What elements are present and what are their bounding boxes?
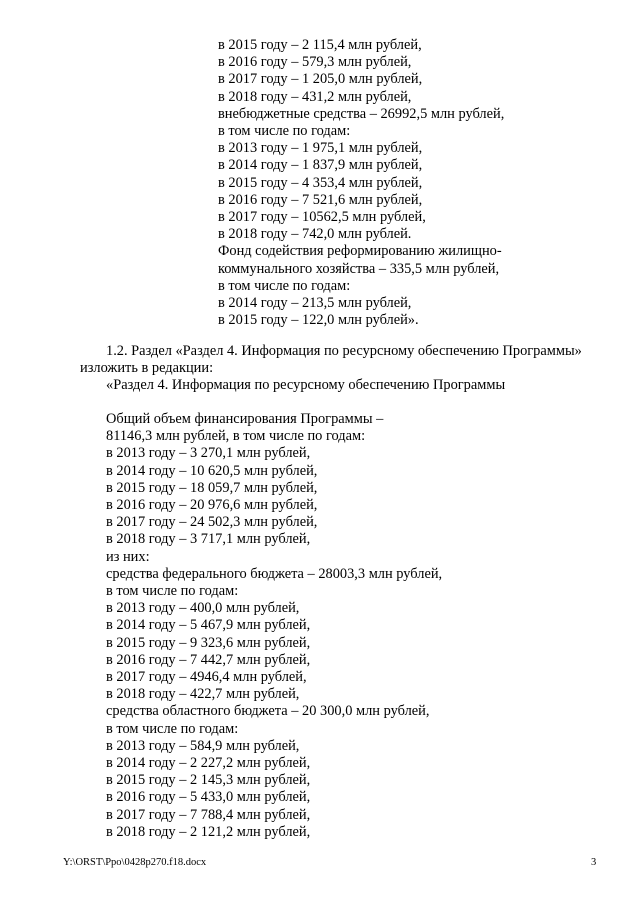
section-paragraph-line-1: 1.2. Раздел «Раздел 4. Информация по ресурсному обеспечению Программы» (106, 343, 582, 359)
text-line: в 2015 году – 2 115,4 млн рублей, (218, 37, 422, 53)
text-line: в 2015 году – 2 145,3 млн рублей, (106, 772, 311, 789)
text-line: в 2013 году – 3 270,1 млн рублей, (106, 445, 311, 462)
text-line: из них: (106, 548, 150, 565)
footer-file-path: Y:\ORST\Ppo\0428p270.f18.docx (63, 857, 207, 868)
text-line: в том числе по годам: (218, 277, 351, 294)
text-line: в 2016 году – 7 442,7 млн рублей, (106, 651, 311, 668)
text-line: в 2018 году – 3 717,1 млн рублей, (106, 531, 311, 548)
text-line: Фонд содействия реформированию жилищно- (218, 243, 502, 260)
text-line: в 2013 году – 1 975,1 млн рублей, (218, 140, 423, 157)
text-line: в 2014 году – 10 620,5 млн рублей, (106, 462, 318, 479)
text-line: в 2018 году – 422,7 млн рублей, (106, 686, 300, 703)
text-line: в 2013 году – 584,9 млн рублей, (106, 737, 300, 754)
text-line: в 2014 году – 2 227,2 млн рублей, (106, 755, 311, 771)
section-paragraph-line-2: изложить в редакции: (80, 360, 214, 376)
text-line: в 2015 году – 18 059,7 млн рублей, (106, 479, 318, 496)
text-line: в том числе по годам: (106, 720, 239, 737)
text-line: средства областного бюджета – 20 300,0 млн рублей, (106, 703, 430, 720)
text-line: в 2016 году – 20 976,6 млн рублей, (106, 497, 318, 513)
text-line: 81146,3 млн рублей, в том числе по годам: (106, 428, 366, 445)
page-number: 3 (591, 857, 597, 868)
text-line: в 2017 году – 24 502,3 млн рублей, (106, 514, 318, 531)
text-line: в том числе по годам: (218, 123, 351, 139)
text-line: в 2014 году – 213,5 млн рублей, (218, 295, 412, 311)
text-line: в 2015 году – 122,0 млн рублей». (218, 312, 419, 329)
text-line: в 2013 году – 400,0 млн рублей, (106, 600, 300, 617)
text-line: в 2018 году – 742,0 млн рублей. (218, 226, 412, 243)
text-line: в 2018 году – 431,2 млн рублей, (218, 88, 412, 105)
text-line: в том числе по годам: (106, 583, 239, 599)
text-line: в 2017 году – 1 205,0 млн рублей, (218, 71, 423, 88)
text-line: в 2014 году – 1 837,9 млн рублей, (218, 157, 423, 174)
text-line: Общий объем финансирования Программы – (106, 411, 384, 427)
text-line: коммунального хозяйства – 335,5 млн рублей, (218, 260, 500, 277)
text-line: в 2016 году – 7 521,6 млн рублей, (218, 191, 423, 208)
text-line: в 2014 году – 5 467,9 млн рублей, (106, 617, 311, 634)
text-line: внебюджетные средства – 26992,5 млн рублей, (218, 105, 505, 122)
text-line: в 2015 году – 4 353,4 млн рублей, (218, 174, 423, 191)
text-line: в 2017 году – 7 788,4 млн рублей, (106, 806, 311, 823)
text-line: в 2017 году – 4946,4 млн рублей, (106, 669, 307, 685)
text-line: в 2016 году – 579,3 млн рублей, (218, 54, 412, 71)
text-line: в 2018 году – 2 121,2 млн рублей, (106, 823, 311, 840)
text-line: средства федерального бюджета – 28003,3 млн рублей, (106, 565, 443, 582)
section-heading: «Раздел 4. Информация по ресурсному обеспечению Программы (106, 377, 506, 393)
text-line: в 2015 году – 9 323,6 млн рублей, (106, 634, 311, 651)
text-line: в 2017 году – 10562,5 млн рублей, (218, 209, 426, 225)
text-line: в 2016 году – 5 433,0 млн рублей, (106, 789, 311, 806)
